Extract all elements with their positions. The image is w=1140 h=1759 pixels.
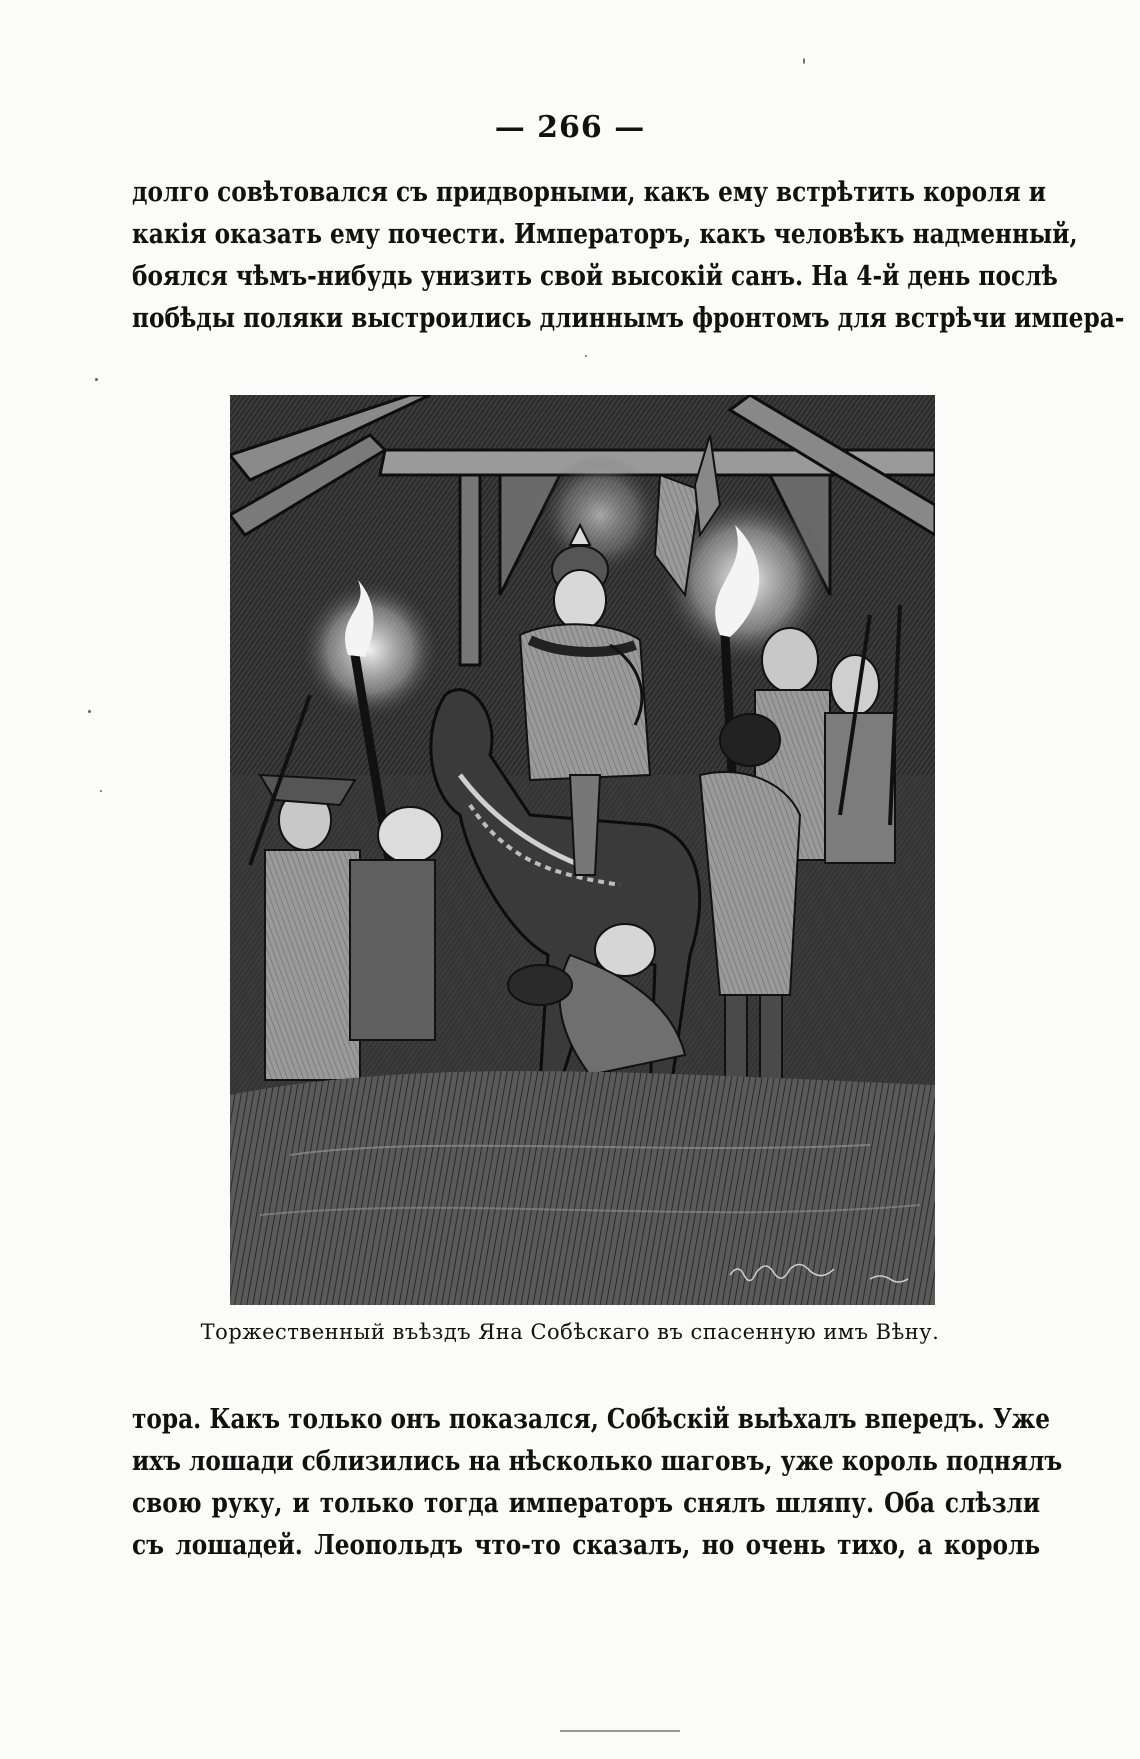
paper-speck [585,355,587,357]
body-text-bottom [132,1399,1063,1567]
paper-speck [88,710,91,713]
illustration-caption: Торжественный въѣздъ Яна Собѣскаго въ спасенную имъ Вѣну. [200,1320,940,1344]
text-line: побѣды поляки выстроились длиннымъ фронтомъ для встрѣчи импера- [132,303,1125,334]
text-line: боялся чѣмъ-нибудь унизить свой высокій санъ. На 4-й день послѣ [132,261,1058,292]
print-mark [560,1730,680,1732]
text-line: тора. Какъ только онъ показался, Собѣскій выѣхалъ впередъ. Уже [132,1404,1051,1435]
page-number: — 266 — [494,110,646,145]
text-line: ихъ лошади сблизились на нѣсколько шаговъ, уже король поднялъ [132,1446,1063,1477]
text-line: какія оказать ему почести. Императоръ, какъ человѣкъ надменный, [132,219,1078,250]
text-line: долго совѣтовался съ придворными, какъ ему встрѣтить короля и [132,177,1046,208]
paper-speck [803,58,805,64]
floor [230,1071,935,1305]
paper-speck [95,378,98,381]
paper-speck [100,790,102,792]
text-line: свою руку, и только тогда императоръ снялъ шляпу. Оба слѣзли [132,1488,1041,1519]
body-text-top [132,172,1125,340]
text-line: съ лошадей. Леопольдъ что-то сказалъ, но очень тихо, а король [132,1530,1041,1561]
engraving-drawing [230,395,935,1305]
engraving-illustration [230,395,935,1305]
